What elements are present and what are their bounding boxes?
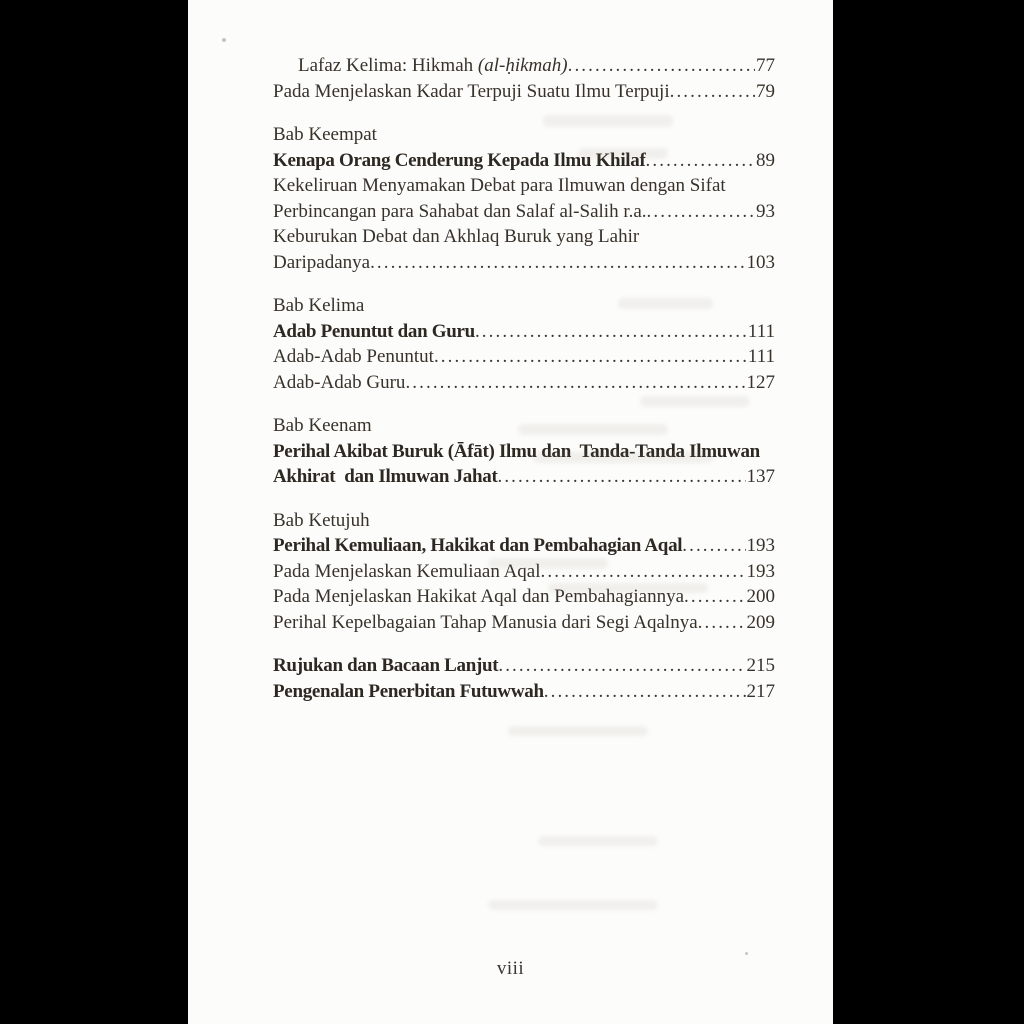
- toc-entry-page: 193: [746, 535, 775, 556]
- toc-entry-continuation: [273, 224, 775, 250]
- toc-entry-page: 77: [756, 55, 775, 76]
- scan-speck: [222, 38, 226, 42]
- dot-leader: [544, 679, 746, 705]
- dot-leader: [370, 250, 745, 276]
- toc-entry-page: 89: [756, 149, 775, 171]
- toc-entry-page: 200: [746, 586, 775, 607]
- chapter-heading-label: Bab Keenam: [273, 415, 372, 436]
- toc-entry-title-italic: (al-ḥikmah): [477, 55, 568, 76]
- toc-entry: [273, 199, 775, 225]
- toc-entry-page: 215: [746, 655, 775, 676]
- bleedthrough-artifact: [538, 836, 658, 846]
- dot-leader: [475, 319, 747, 345]
- bleedthrough-artifact: [640, 396, 750, 407]
- toc-entry-title: Kenapa Orang Cenderung Kepada Ilmu Khilaf: [273, 149, 646, 171]
- toc-entry-title: Perbincangan para Sahabat dan Salaf al-Salih r.a.: [273, 200, 647, 222]
- toc-entry: [273, 679, 775, 705]
- chapter-heading-label: Bab Ketujuh: [273, 509, 370, 531]
- toc-entry-title: Kekeliruan Menyamakan Debat para Ilmuwan dengan Sifat: [273, 175, 726, 196]
- chapter-heading-label: Bab Kelima: [273, 295, 365, 316]
- bleedthrough-artifact: [508, 726, 648, 736]
- dot-leader: [682, 533, 745, 559]
- toc-entry-page: 111: [747, 320, 775, 342]
- bleedthrough-artifact: [618, 298, 713, 309]
- toc-entry-title: Pengenalan Penerbitan Futuwwah: [273, 680, 544, 702]
- bleedthrough-artifact: [488, 900, 658, 910]
- toc-entry-page: 111: [747, 346, 775, 367]
- toc-entry: [273, 653, 775, 679]
- toc-entry-page: 137: [746, 466, 775, 487]
- table-of-contents: [273, 53, 775, 704]
- toc-entry: [273, 148, 775, 174]
- toc-entry-title: Daripadanya: [273, 251, 371, 273]
- toc-entry: [273, 250, 775, 276]
- dot-leader: [670, 79, 755, 105]
- toc-entry-title: Pada Menjelaskan Kadar Terpuji Suatu Ilmu Terpuji: [273, 80, 670, 102]
- toc-entry-title: Perihal Akibat Buruk (Āfāt) Ilmu dan Tanda-Tanda Ilmuwan: [273, 440, 760, 462]
- toc-entry-title: Perihal Kemuliaan, Hakikat dan Pembahagian Aqal: [273, 535, 683, 556]
- chapter-heading: [273, 122, 775, 148]
- page-number-folio: viii: [496, 958, 525, 979]
- toc-entry-title: Rujukan dan Bacaan Lanjut: [273, 655, 499, 676]
- toc-entry-title: Pada Menjelaskan Kemuliaan Aqal: [273, 560, 541, 582]
- dot-leader: [568, 53, 755, 79]
- dot-leader: [497, 464, 745, 490]
- toc-entry-page: 79: [756, 80, 775, 102]
- toc-entry-page: 127: [746, 371, 775, 393]
- book-page: [188, 0, 833, 1024]
- toc-entry: [273, 610, 775, 636]
- dot-leader: [498, 653, 745, 679]
- bleedthrough-artifact: [578, 148, 668, 159]
- dot-leader: [698, 610, 746, 636]
- toc-entry-title: Akhirat dan Ilmuwan Jahat: [273, 466, 498, 487]
- scan-speck: [745, 952, 748, 955]
- toc-entry: [273, 79, 775, 105]
- toc-entry-title: Perihal Kepelbagaian Tahap Manusia dari Segi Aqalnya: [273, 611, 698, 633]
- bleedthrough-artifact: [548, 583, 708, 593]
- toc-entry: [273, 370, 775, 396]
- toc-entry: [273, 464, 775, 490]
- toc-entry-title: Adab Penuntut dan Guru: [273, 320, 475, 342]
- dot-leader: [647, 199, 755, 225]
- toc-entry: [273, 319, 775, 345]
- toc-entry-page: 217: [746, 680, 775, 702]
- toc-entry-page: 209: [746, 611, 775, 633]
- dot-leader: [434, 344, 747, 370]
- toc-entry-title: Adab-Adab Guru: [273, 371, 406, 393]
- chapter-heading-label: Bab Keempat: [273, 124, 377, 145]
- toc-entry: [273, 344, 775, 370]
- bleedthrough-artifact: [543, 115, 673, 127]
- toc-entry-page: 93: [756, 200, 775, 222]
- bleedthrough-artifact: [488, 558, 608, 569]
- toc-entry-title: Adab-Adab Penuntut: [273, 346, 434, 367]
- bleedthrough-artifact: [533, 452, 713, 463]
- dot-leader: [405, 370, 745, 396]
- toc-entry-page: 103: [746, 251, 775, 273]
- toc-entry-title: Pada Menjelaskan Hakikat Aqal dan Pembahagiannya: [273, 586, 685, 607]
- toc-entry-title: Lafaz Kelima: Hikmah (al-ḥikmah): [298, 55, 568, 76]
- chapter-heading: [273, 508, 775, 534]
- bleedthrough-artifact: [518, 424, 668, 435]
- toc-entry: [273, 53, 775, 79]
- toc-entry-continuation: [273, 173, 775, 199]
- toc-entry-page: 193: [746, 560, 775, 582]
- toc-entry: [273, 533, 775, 559]
- toc-entry-title: Keburukan Debat dan Akhlaq Buruk yang Lahir: [273, 226, 640, 247]
